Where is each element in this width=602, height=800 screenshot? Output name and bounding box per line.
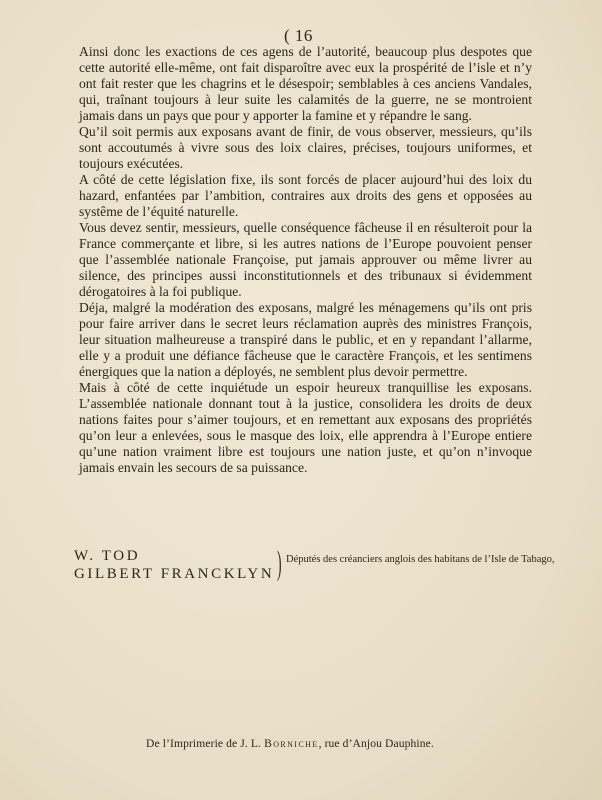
imprint-prefix: De l’Imprimerie de J. L. — [146, 737, 262, 750]
signatories-description: Députés des créanciers anglois des habitans de l’Isle de Tabago, — [286, 554, 555, 565]
imprint-suffix: , rue d’Anjou Dauphine. — [318, 737, 434, 750]
paragraph: Déja, malgré la modération des exposans, malgré les ménagemens qu’ils ont pris pour faire arriver dans le secret leurs réclamation auprès des ministres François, leur situation malheureuse a transpiré dans le public, et en y repandant l’allarme, elle y a produit une défiance fâcheuse que le caractère François, et les sentimens énergiques que la nation a déployés, ne semblent plus devoir permettre. — [79, 300, 532, 379]
signatory-name: W. TOD — [74, 548, 141, 564]
signatory-name: GILBERT FRANCKLYN — [74, 566, 275, 582]
paragraph: Mais à côté de cette inquiétude un espoir heureux tranquillise les exposans. L’assemblée nationale donnant tout à la justice, consolidera les droits de deux nations faites pour s’aimer toujours, et en remettant aux exposans des propriétés qu’on leur a enlevées, sous le masque des loix, elle apprendra à l’Europe entiere qu’une nation vraiment libre est toujours une nation juste, et qu’on n’invoque jamais envain les secours de sa puissance. — [79, 380, 532, 475]
paragraph: A côté de cette législation fixe, ils sont forcés de placer aujourd’hui des loix du hazard, enfantées par l’ambition, contraires aux droits des gens et opposées au systême de l’équité naturelle. — [79, 172, 532, 219]
signatory-names — [74, 547, 274, 583]
paragraph: Ainsi donc les exactions de ces agens de l’autorité, beaucoup plus despotes que cette autorité elle-même, ont fait disparoître avec eux la prospérité de l’isle et n’y ont fait rester que les chagrins et le désespoir; semblables à ces anciens Vandales, qui, traînant toujours à leur suite les calamités de la guerre, ne se montroient jamais dans un pays que pour y apporter la famine et y répandre le sang. — [79, 44, 532, 123]
body-text — [79, 44, 532, 476]
paragraph: Qu’il soit permis aux exposans avant de finir, de vous observer, messieurs, qu’ils sont accoutumés à vivre sous des loix claires, précises, toujours uniformes, et toujours exécutées. — [79, 124, 532, 171]
printer-imprint — [146, 737, 434, 750]
paragraph: Vous devez sentir, messieurs, quelle conséquence fâcheuse il en résulteroit pour la France commerçante et libre, si les autres nations de l’Europe pouvoient penser que l’assemblée nationale Françoise, put jamais approuver ou même livrer au silence, des principes aussi inconstitutionnels et des tribunaux si évidemment dérogatoires à la foi publique. — [79, 220, 532, 299]
printer-name: Borniche — [264, 737, 319, 750]
signature-block — [74, 547, 554, 587]
page-number: ( 16 — [284, 26, 313, 45]
brace: ) — [277, 545, 282, 582]
